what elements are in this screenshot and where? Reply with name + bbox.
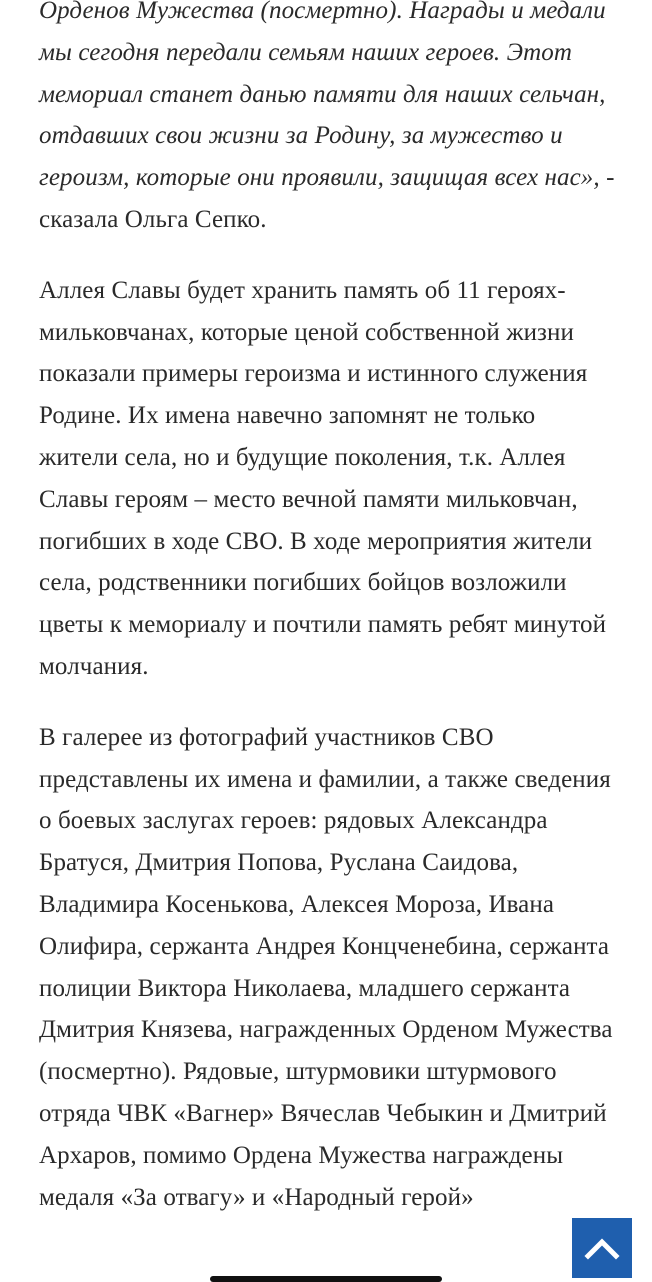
gallery-paragraph (39, 717, 619, 1219)
article-body (39, 0, 619, 1218)
scroll-to-top-button[interactable] (572, 1218, 632, 1278)
quote-text: Орденов Мужества (посмертно). Награды и медали мы сегодня передали семьям наших героев. Этот мемориал станет данью памяти для наших сельчан, отдавших свои жизни за Родину, за мужество и героизм, которые они проявили, защищая всех нас», (39, 0, 606, 192)
alley-paragraph: Аллея Славы будет хранить память об 11 героях-мильковчанах, которые ценой собственной жизни показали примеры героизма и истинного служения Родине. Их имена навечно запомнят не только жители села, но и будущие поколения, т.к. Аллея Славы героям – место вечной памяти мильковчан, погибших в ходе СВО. В ходе мероприятия жители села, родственники погибших бойцов возложили цветы к мемориалу и почтили память ребят минутой молчания. (39, 276, 607, 680)
quote-paragraph (39, 0, 619, 241)
chevron-up-icon (584, 1236, 620, 1260)
gallery-text-cut: «За отвагу» и «Народный герой» (120, 1183, 474, 1211)
quote-attribution: - сказала Ольга Сепко. (39, 164, 615, 233)
gallery-text: В галерее из фотографий участников СВО представлены их имена и фамилии, а также сведения о боевых заслугах героев: рядовых Александра Братуся, Дмитрия Попова, Руслана Саидова, Владимира Косенькова, Алексея Мороза, Ивана Олифира, сержанта Андрея Концченебина, сержанта полиции Виктора Николаева, младшего сержанта Дмитрия Князева, награжденных Орденом Мужества (посмертно). Рядовые, штурмовики штурмового отряда ЧВК «Вагнер» Вячеслав Чебыкин и Дмитрий Архаров, помимо Ордена Мужества награждены медаля (39, 723, 613, 1211)
home-indicator (210, 1276, 442, 1282)
